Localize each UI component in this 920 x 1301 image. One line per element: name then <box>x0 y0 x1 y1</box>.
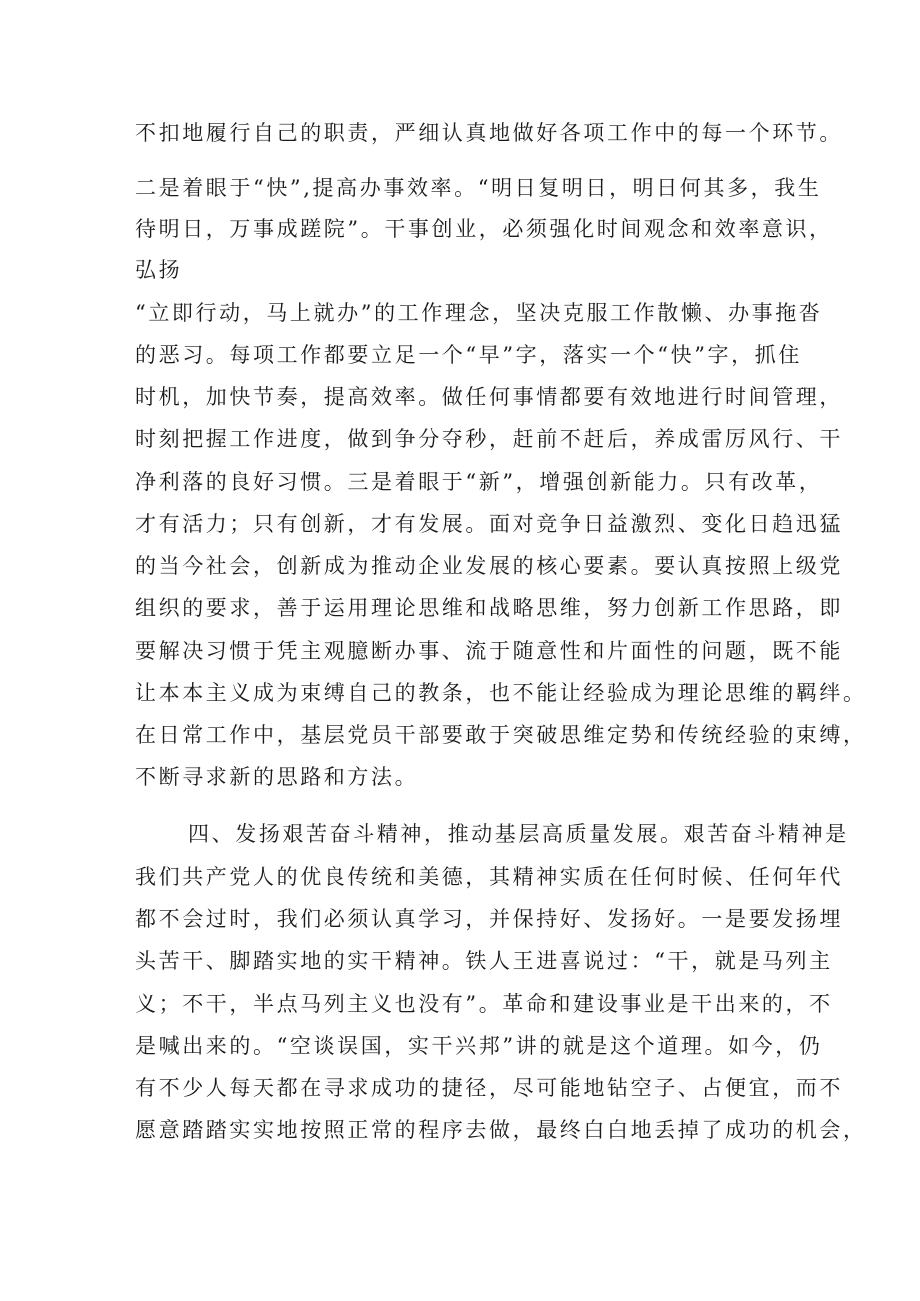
text-line: 的恶习。每项工作都要立足一个“早”字，落实一个“快”字，抓住 <box>135 343 802 367</box>
text-line: 弘扬 <box>135 258 183 282</box>
text-line: 愿意踏踏实实地按照正常的程序去做，最终白白地丢掉了成功的机会， <box>135 1118 867 1142</box>
text-line: 让本本主义成为束缚自己的教条，也不能让经验成为理论思维的羁绊。 <box>135 681 867 705</box>
text-line: 头苦干、脚踏实地的实干精神。铁人王进喜说过：“干，就是马列主 <box>135 949 833 973</box>
text-line: 是喊出来的。“空谈误国，实干兴邦”讲的就是这个道理。如今，仍 <box>135 1034 823 1058</box>
text-line: “立即行动，马上就办”的工作理念，坚决克服工作散懒、办事拖沓 <box>135 301 823 325</box>
paragraph-first-line: 四、发扬艰苦奋斗精神，推动基层高质量发展。艰苦奋斗精神是 <box>188 822 849 846</box>
text-line: 有不少人每天都在寻求成功的捷径，尽可能地钻空子、占便宜，而不 <box>135 1076 843 1100</box>
text-line: 净利落的良好习惯。三是着眼于“新”，增强创新能力。只有改革， <box>135 470 823 494</box>
text-line: 义；不干，半点马列主义也没有”。革命和建设事业是干出来的，不 <box>135 992 833 1016</box>
text-line: 都不会过时，我们必须认真学习，并保持好、发扬好。一是要发扬埋 <box>135 907 843 931</box>
text-line: 待明日，万事成蹉院”。干事创业，必须强化时间观念和效率意识， <box>135 217 833 241</box>
text-line: 不扣地履行自己的职责，严细认真地做好各项工作中的每一个环节。 <box>135 121 843 145</box>
text-line: 在日常工作中，基层党员干部要敢于突破思维定势和传统经验的束缚， <box>135 723 867 747</box>
text-line: 时机，加快节奏，提高效率。做任何事情都要有效地进行时间管理， <box>135 385 843 409</box>
text-line: 我们共产党人的优良传统和美德，其精神实质在任何时候、任何年代 <box>135 865 843 889</box>
text-line: 二是着眼于“快”,提高办事效率。“明日复明日，明日何其多，我生 <box>135 176 822 200</box>
text-line: 的当今社会，创新成为推动企业发展的核心要素。要认真按照上级党 <box>135 554 843 578</box>
text-line: 要解决习惯于凭主观臆断办事、流于随意性和片面性的问题，既不能 <box>135 639 843 663</box>
text-line: 不断寻求新的思路和方法。 <box>135 765 419 789</box>
text-line: 才有活力；只有创新，才有发展。面对竞争日益激烈、变化日趋迅猛 <box>135 512 843 536</box>
text-line: 时刻把握工作进度，做到争分夺秒，赶前不赶后，养成雷厉风行、干 <box>135 427 843 451</box>
text-line: 组织的要求，善于运用理论思维和战略思维，努力创新工作思路，即 <box>135 596 843 620</box>
